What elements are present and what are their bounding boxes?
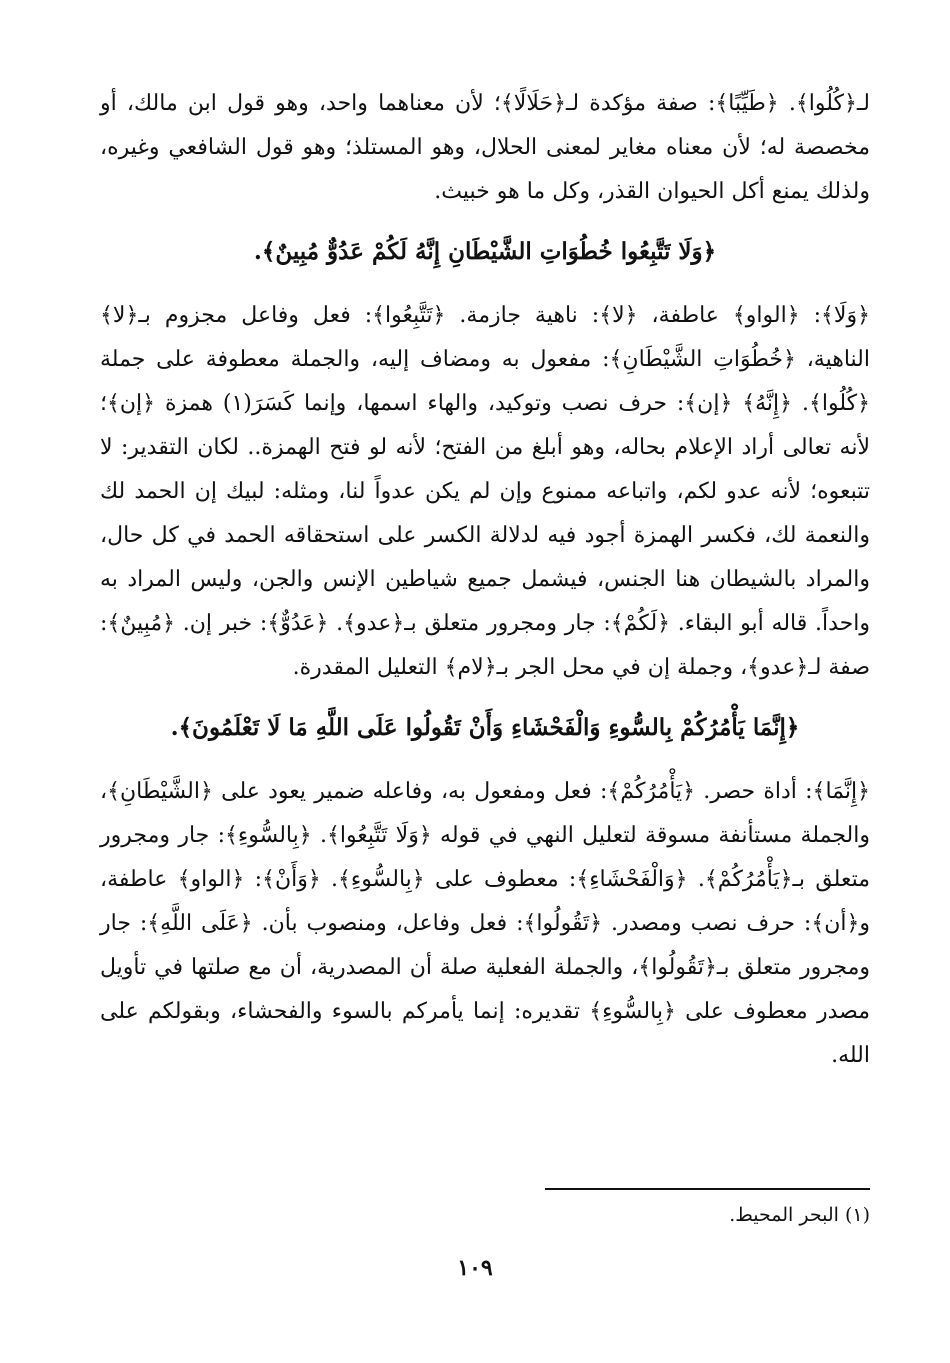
paragraph-1: لـ﴿كُلُوا﴾. ﴿طَيِّبًا﴾: صفة مؤكدة لـ﴿حَلَالًا﴾؛ لأن معناهما واحد، وهو قول ابن مالك، أو مخصصة له؛ لأن معناه مغاير لمعنى الحلال، وهو المستلذ؛ وهو قول الشافعي وغيره، ولذلك يمنع أكل الحيوان القذر، وكل ما هو خبيث. (100, 91, 870, 204)
quran-verse-1: ﴿وَلَا تَتَّبِعُوا خُطُوَاتِ الشَّيْطَانِ إِنَّهُ لَكُمْ عَدُوٌّ مُبِينٌ﴾. (253, 238, 717, 265)
main-text (100, 82, 870, 1078)
page-number: ١٠٩ (457, 1255, 493, 1281)
footnote-divider (545, 1188, 870, 1190)
paragraph-3: ﴿إِنَّمَا﴾: أداة حصر. ﴿يَأْمُرُكُمْ﴾: فعل ومفعول به، وفاعله ضمير يعود على ﴿الشَّيْطَانِ﴾، والجملة مستأنفة مسوقة لتعليل النهي في قوله ﴿وَلَا تَتَّبِعُوا﴾. ﴿بِالسُّوءِ﴾: جار ومجرور متعلق بـ﴿يَأْمُرُكُمْ﴾. ﴿وَالْفَحْشَاءِ﴾: معطوف على ﴿بِالسُّوءِ﴾. ﴿وَأَنْ﴾: ﴿الواو﴾ عاطفة، و﴿أن﴾: حرف نصب ومصدر. ﴿تَقُولُوا﴾: فعل وفاعل، ومنصوب بأن. ﴿عَلَى اللَّهِ﴾: جار ومجرور متعلق بـ﴿تَقُولُوا﴾، والجملة الفعلية صلة أن المصدرية، أن مع صلتها في تأويل مصدر معطوف على ﴿بِالسُّوءِ﴾ تقديره: إنما يأمركم بالسوء والفحشاء، وبقولكم على الله. (100, 779, 870, 1068)
footnote: (١) البحر المحيط. (729, 1204, 870, 1226)
quran-verse-2: ﴿إِنَّمَا يَأْمُرُكُمْ بِالسُّوءِ وَالْفَحْشَاءِ وَأَنْ تَقُولُوا عَلَى اللَّهِ مَا لَا تَعْلَمُونَ﴾. (170, 714, 800, 741)
paragraph-2: ﴿وَلَا﴾: ﴿الواو﴾ عاطفة، ﴿لا﴾: ناهية جازمة. ﴿تَتَّبِعُوا﴾: فعل وفاعل مجزوم بـ﴿لا﴾ الناهية، ﴿خُطُوَاتِ الشَّيْطَانِ﴾: مفعول به ومضاف إليه، والجملة معطوفة على جملة ﴿كُلُوا﴾. ﴿إِنَّهُ﴾ ﴿إن﴾: حرف نصب وتوكيد، والهاء اسمها، وإنما كَسَرَ(١) همزة ﴿إن﴾؛ لأنه تعالى أراد الإعلام بحاله، وهو أبلغ من الفتح؛ لأنه لو فتح الهمزة.. لكان التقدير: لا تتبعوه؛ لأنه عدو لكم، واتباعه ممنوع وإن لم يكن عدواً لنا، ومثله: لبيك إن الحمد لك والنعمة لك، فكسر الهمزة أجود فيه لدلالة الكسر على استحقاقه الحمد في كل حال، والمراد بالشيطان هنا الجنس، فيشمل جميع شياطين الإنس والجن، وليس المراد به واحداً. قاله أبو البقاء. ﴿لَكُمْ﴾: جار ومجرور متعلق بـ﴿عدو﴾. ﴿عَدُوٌّ﴾: خبر إن. ﴿مُبِينٌ﴾: صفة لـ﴿عدو﴾، وجملة إن في محل الجر بـ﴿لام﴾ التعليل المقدرة. (100, 303, 870, 680)
